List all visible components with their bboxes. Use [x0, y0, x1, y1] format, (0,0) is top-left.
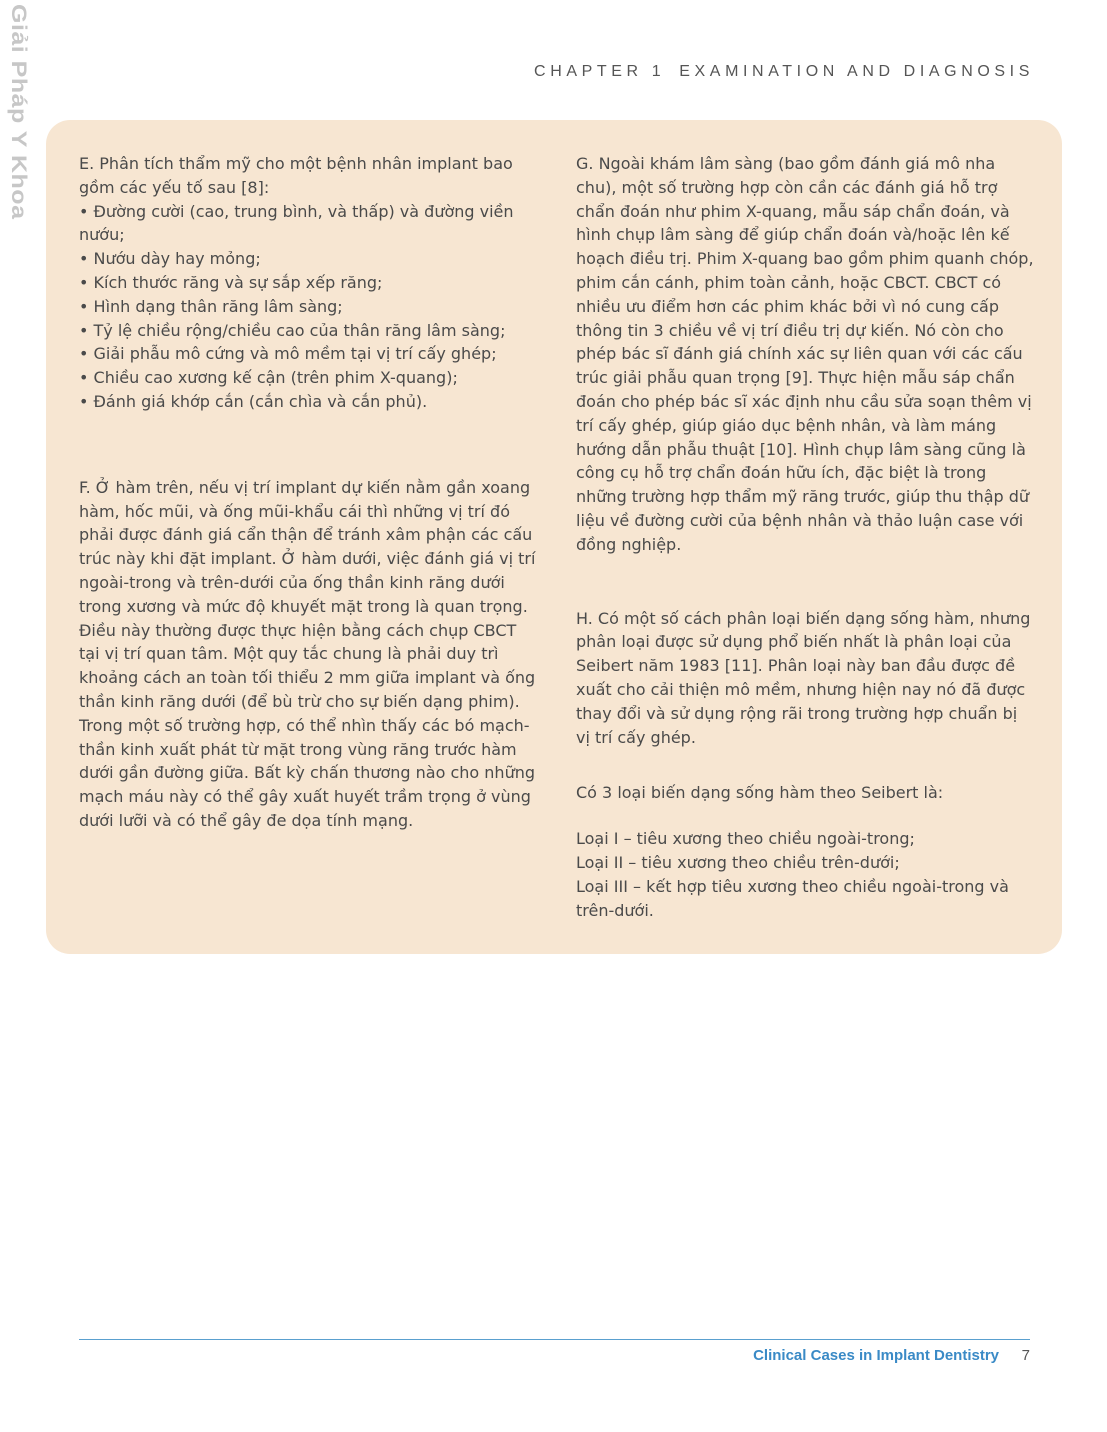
- list-item: • Hình dạng thân răng lâm sàng;: [79, 295, 539, 319]
- list-item: • Chiều cao xương kế cận (trên phim X-quang);: [79, 366, 539, 390]
- list-item: • Tỷ lệ chiều rộng/chiều cao của thân răng lâm sàng;: [79, 319, 539, 343]
- seibert-class-2: Loại II – tiêu xương theo chiều trên-dưới;: [576, 852, 900, 872]
- footer-divider: [79, 1339, 1030, 1340]
- section-g-paragraph: G. Ngoài khám lâm sàng (bao gồm đánh giá mô nha chu), một số trường hợp còn cần các đánh giá hỗ trợ chẩn đoán như phim X-quang, mẫu sáp chẩn đoán, và hình chụp lâm sàng để giúp chẩn đoán và/hoặc lên kế hoạch điều trị. Phim X-quang bao gồm phim quanh chóp, phim cắn cánh, phim toàn cảnh, hoặc CBCT. CBCT có nhiều ưu điểm hơn các phim khác bởi vì nó cung cấp thông tin 3 chiều về vị trí điều trị dự kiến. Nó còn cho phép bác sĩ đánh giá chính xác sự liên quan với các cấu trúc giải phẫu quan trọng [9]. Thực hiện mẫu sáp chẩn đoán cho phép bác sĩ xác định nhu cầu sửa soạn thêm vị trí cấy ghép, giúp giáo dục bệnh nhân, và làm máng hướng dẫn phẫu thuật [10]. Hình chụp lâm sàng cũng là công cụ hỗ trợ chẩn đoán hữu ích, đặc biệt là trong những trường hợp thẩm mỹ răng trước, giúp thu thập dữ liệu về đường cười của bệnh nhân và thảo luận case với đồng nghiệp.: [576, 154, 1034, 554]
- seibert-class-3: Loại III – kết hợp tiêu xương theo chiều ngoài-trong và trên-dưới.: [576, 876, 1009, 920]
- chapter-title: EXAMINATION AND DIAGNOSIS: [679, 63, 1034, 80]
- section-f-paragraph: F. Ở hàm trên, nếu vị trí implant dự kiến nằm gần xoang hàm, hốc mũi, và ống mũi-khẩu cái thì những vị trí đó phải được đánh giá cẩn thận để tránh xâm phận các cấu trúc này khi đặt implant. Ở hàm dưới, việc đánh giá vị trí ngoài-trong và trên-dưới của ống thần kinh răng dưới trong xương và mức độ khuyết mặt trong là quan trọng. Điều này thường được thực hiện bằng cách chụp CBCT tại vị trí quan tâm. Một quy tắc chung là phải duy trì khoảng cách an toàn tối thiểu 2 mm giữa implant và ống thần kinh răng dưới (để bù trừ cho sự biến dạng phim). Trong một số trường hợp, có thể nhìn thấy các bó mạch-thần kinh xuất phát từ mặt trong vùng răng trước hàm dưới gần đường giữa. Bất kỳ chấn thương nào cho những mạch máu này có thể gây xuất huyết trầm trọng ở vùng dưới lưỡi và có thể gây đe dọa tính mạng.: [79, 477, 536, 830]
- seibert-class-1: Loại I – tiêu xương theo chiều ngoài-trong;: [576, 829, 915, 849]
- list-item: • Đánh giá khớp cắn (cắn chìa và cắn phủ).: [79, 390, 539, 414]
- chapter-label: CHAPTER 1: [534, 63, 666, 80]
- list-item: • Giải phẫu mô cứng và mô mềm tại vị trí cấy ghép;: [79, 342, 539, 366]
- running-header: [534, 63, 1034, 81]
- footer-book-title: Clinical Cases in Implant Dentistry: [753, 1347, 999, 1364]
- list-item: • Đường cười (cao, trung bình, và thấp) và đường viền nướu;: [79, 200, 539, 248]
- section-h-paragraph: H. Có một số cách phân loại biến dạng sống hàm, nhưng phân loại được sử dụng phổ biến nhất là phân loại của Seibert năm 1983 [11]. Phân loại này ban đầu được đề xuất cho cải thiện mô mềm, nhưng hiện nay nó đã được thay đổi và sử dụng rộng rãi trong trường hợp chuẩn bị vị trí cấy ghép.: [576, 608, 1031, 747]
- watermark-text: Giải Pháp Y Khoa: [6, 4, 31, 220]
- list-item: • Kích thước răng và sự sắp xếp răng;: [79, 271, 539, 295]
- aesthetic-factors-list: [79, 200, 539, 414]
- list-item: • Nướu dày hay mỏng;: [79, 247, 539, 271]
- section-e-intro: E. Phân tích thẩm mỹ cho một bệnh nhân implant bao gồm các yếu tố sau [8]:: [79, 154, 513, 197]
- content-panel: [46, 120, 1062, 954]
- seibert-intro: Có 3 loại biến dạng sống hàm theo Seibert là:: [576, 783, 944, 803]
- page-number: 7: [1021, 1347, 1030, 1364]
- left-column: [79, 152, 539, 833]
- right-column: [576, 152, 1036, 922]
